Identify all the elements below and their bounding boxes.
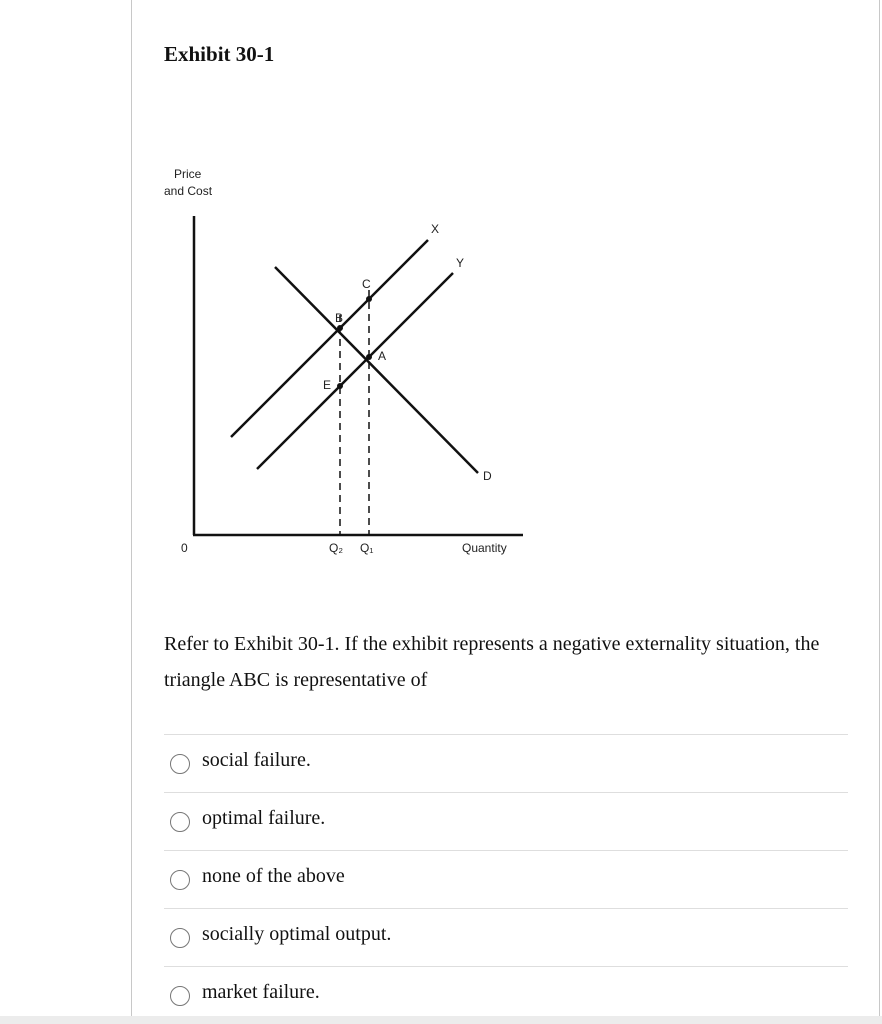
label-c: C — [362, 277, 371, 291]
radio-button[interactable] — [170, 986, 190, 1006]
y-axis-label-line1: Price — [174, 167, 202, 181]
option-label: socially optimal output. — [202, 923, 392, 945]
question-text: Refer to Exhibit 30-1. If the exhibit represents a negative externality situation, the triangle ABC is representative of — [164, 633, 820, 691]
answer-option[interactable] — [164, 908, 848, 966]
answer-option[interactable] — [164, 850, 848, 908]
label-d: D — [483, 469, 492, 483]
exhibit-graph — [155, 160, 535, 570]
radio-button[interactable] — [170, 928, 190, 948]
label-y: Y — [456, 256, 465, 270]
demand-curve-d — [275, 267, 478, 473]
answer-option[interactable] — [164, 734, 848, 792]
bottom-scroll-area — [0, 1016, 882, 1024]
point-b — [337, 325, 343, 331]
option-label: optimal failure. — [202, 807, 326, 829]
label-x: X — [431, 222, 440, 236]
option-label: social failure. — [202, 749, 311, 771]
supply-curve-x — [231, 240, 428, 437]
radio-button[interactable] — [170, 754, 190, 774]
origin-label: 0 — [181, 541, 188, 555]
option-label: market failure. — [202, 981, 320, 1003]
point-a — [366, 354, 372, 360]
label-e: E — [323, 378, 332, 392]
supply-curve-y — [257, 273, 453, 469]
label-b: B — [335, 311, 344, 325]
q2-label: Q₂ — [329, 541, 343, 555]
point-e — [337, 383, 343, 389]
radio-button[interactable] — [170, 870, 190, 890]
answer-option[interactable] — [164, 792, 848, 850]
q1-label: Q₁ — [360, 541, 374, 555]
exhibit-title: Exhibit 30-1 — [164, 42, 275, 66]
x-axis-label: Quantity — [462, 541, 507, 555]
y-axis-label-line2: and Cost — [164, 184, 213, 198]
point-c — [366, 296, 372, 302]
label-a: A — [378, 349, 387, 363]
radio-button[interactable] — [170, 812, 190, 832]
option-label: none of the above — [202, 865, 345, 887]
